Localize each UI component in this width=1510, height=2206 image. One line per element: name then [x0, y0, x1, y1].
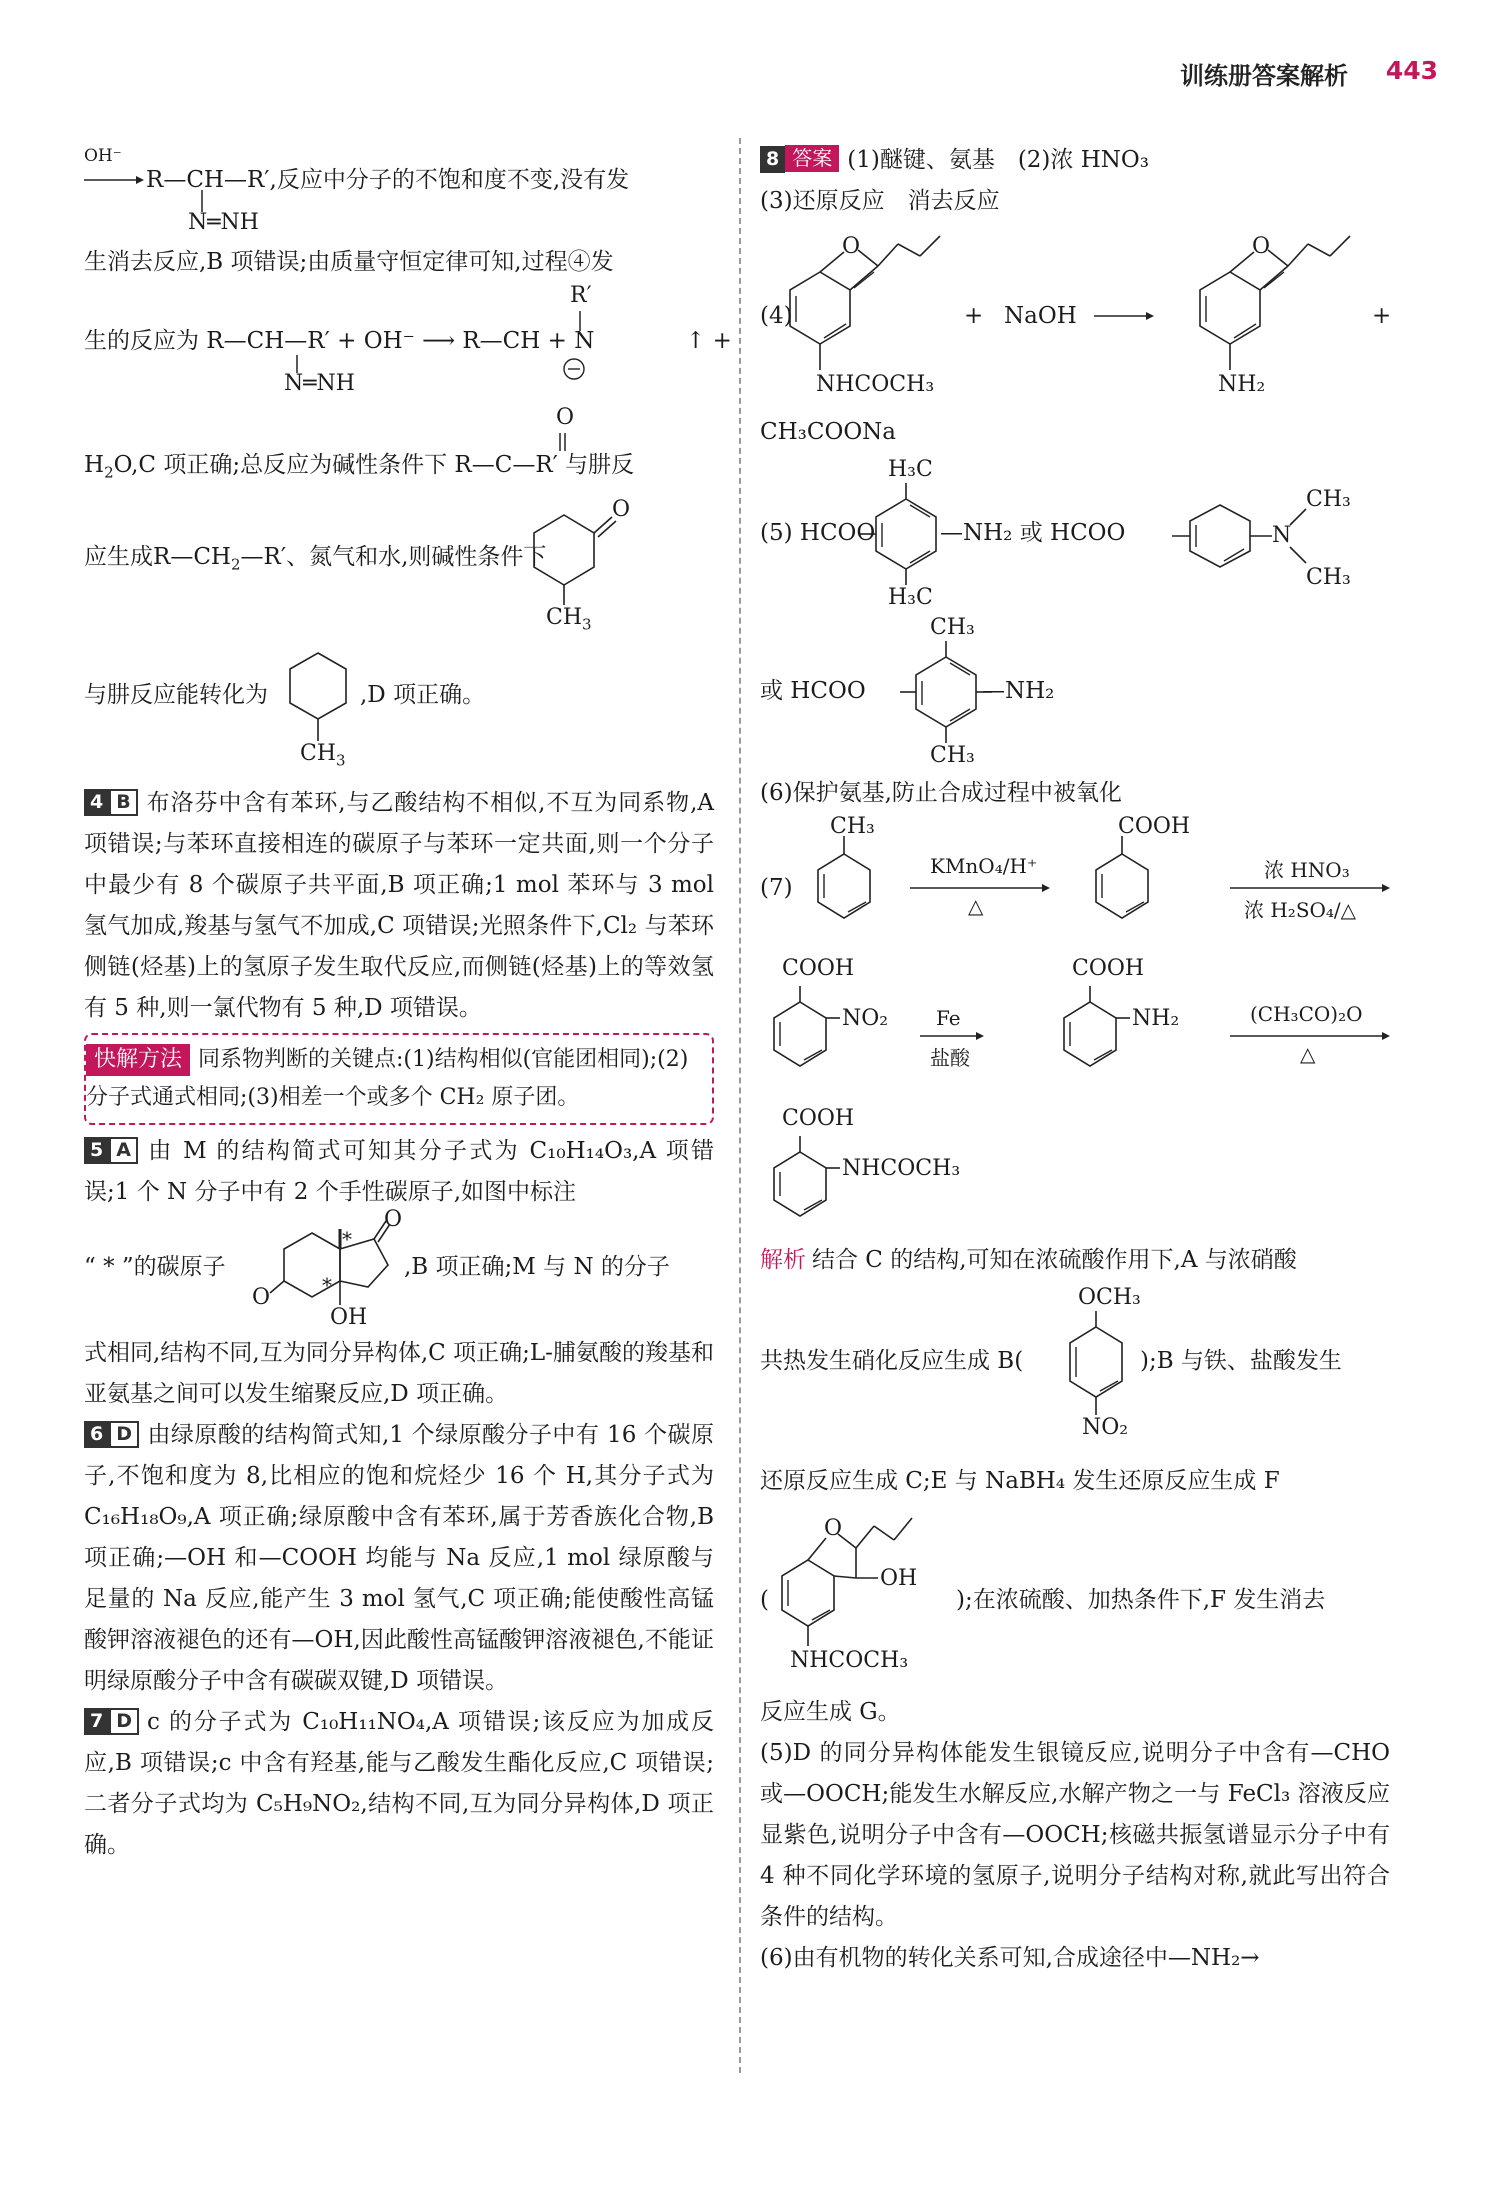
answer-4-label: (4) — [760, 303, 793, 329]
a5b-nh2: —NH₂ — [982, 678, 1055, 704]
question-5 — [84, 1131, 714, 1213]
q5-star-1: * — [342, 1227, 352, 1251]
a4-o-left: O — [842, 234, 861, 259]
analysis-label: 解析 — [760, 1247, 806, 1273]
answer-3: (3)还原反应 消去反应 — [760, 188, 1000, 214]
q5-text-2: “ * ”的碳原子 — [84, 1254, 226, 1280]
left-line-4 — [84, 405, 714, 497]
analysis-line-3: 还原反应生成 C;E 与 NaBH₄ 发生还原反应生成 F — [760, 1468, 1280, 1494]
q5-o-top: O — [384, 1207, 403, 1232]
a4-ch3coona: CH₃COONa — [760, 419, 897, 445]
question-6 — [84, 1415, 714, 1702]
answer-8-line-1 — [760, 138, 1390, 181]
a5b-label: 或 HCOO — [760, 678, 866, 704]
a4-plus-1: + — [964, 303, 984, 329]
answer-6: (6)保护氨基,防止合成过程中被氧化 — [760, 780, 1122, 806]
oh-label: OH⁻ — [84, 146, 122, 166]
ketone-o-label: O — [556, 405, 575, 430]
a5-label: (5) HCOO — [760, 520, 876, 546]
a7-cond-1-top: KMnO₄/H⁺ — [930, 854, 1038, 878]
analysis-4-o: O — [824, 1516, 843, 1541]
quick-solution-box — [84, 1033, 714, 1125]
nnh-label: N═NH — [188, 210, 259, 235]
left-line-6-a: 与肼反应能转化为 — [84, 682, 268, 708]
a5-or: —NH₂ 或 HCOO — [940, 520, 1126, 546]
a7-cooh-2: COOH — [782, 956, 855, 981]
a7-fe: Fe — [936, 1006, 961, 1030]
answer-1-2: (1)醚键、氨基 (2)浓 HNO₃ — [847, 147, 1149, 173]
a7-cond-1-bottom: △ — [968, 894, 984, 918]
a5-n: N — [1272, 523, 1292, 548]
cyclohexanone-ch3: $CH_3$ — [546, 605, 592, 634]
q7-tag: 7 D — [84, 1708, 139, 1735]
page-header — [0, 54, 1510, 94]
a7-cooh-1: COOH — [1118, 814, 1191, 839]
r-prime-label: R′ — [570, 283, 592, 308]
q5-text-3: ,B 项正确;M 与 N 的分子 — [404, 1254, 670, 1280]
a7-cond-3-bottom: △ — [1300, 1042, 1316, 1066]
analysis-4-nhcoch3: NHCOCH₃ — [790, 1648, 909, 1673]
a7-nhcoch3: NHCOCH₃ — [842, 1156, 961, 1181]
page-number: 443 — [1385, 56, 1438, 85]
q6-text: 由绿原酸的结构简式知,1 个绿原酸分子中有 16 个碳原子,不饱和度为 8,比相应的饱和烷烃少 16 个 H,其分子式为 C₁₆H₁₈O₉,A 项正确;绿原酸中含有苯环,属于芳香族化合物,B 项正确;—OH 和—COOH 均能与 Na 反应,1 mol 绿原酸与足量的 Na 反应,能产生 3 mol 氢气,C 项正确;能使酸性高锰酸钾溶液褪色的还有—OH,因此酸性高锰酸钾溶液褪色,不能证明绿原酸分子中含有碳碳双键,D 项错误。 — [84, 1422, 714, 1694]
q5-text-1: 由 M 的结构简式可知其分子式为 C₁₀H₁₄O₃,A 项错误;1 个 N 分子中有 2 个手性碳原子,如图中标注 — [84, 1138, 714, 1205]
right-column — [760, 138, 1390, 1979]
a4-nh2: NH₂ — [1218, 372, 1266, 397]
a7-nh2: NH₂ — [1132, 1006, 1180, 1031]
left-line-3-suffix: ↑ + — [686, 328, 732, 354]
analysis-2a: 共热发生硝化反应生成 B( — [760, 1348, 1024, 1374]
a5-h3c-bottom: H₃C — [888, 585, 933, 610]
analysis-line-2 — [760, 1281, 1390, 1451]
answer-7-row-3 — [760, 1104, 1390, 1234]
question-4 — [84, 783, 714, 1029]
analysis-line-1: 解析 结合 C 的结构,可知在浓硫酸作用下,A 与浓硝酸 — [760, 1247, 1297, 1273]
analysis-line-5: 反应生成 G。 — [760, 1699, 901, 1725]
left-line-5 — [84, 497, 714, 634]
column-divider — [739, 138, 741, 2073]
answer-5-structures — [760, 453, 1390, 613]
left-line-3 — [84, 283, 732, 396]
q8-tag: 8 答案 — [760, 138, 839, 179]
q6-tag: 6 D — [84, 1421, 139, 1448]
cyclohexane-ch3: $CH_3$ — [300, 741, 346, 770]
left-line-6 — [84, 645, 714, 775]
q4-text: 布洛芬中含有苯环,与乙酸结构不相似,不互为同系物,A 项错误;与苯环直接相连的碳原子与苯环一定共面,则一个分子中最少有 8 个碳原子共平面,B 项正确;1 mol 苯环与 3 mol 氢气加成,羧基与氢气不加成,C 项错误;光照条件下,Cl₂ 与苯环侧链(烃基)上的氢原子发生取代反应,而侧链(烃基)上的等效氢有 5 种,则一氯代物有 5 种,D 项错误。 — [84, 790, 714, 1021]
header-title: 训练册答案解析 — [1180, 62, 1348, 90]
a7-cond-3-top: (CH₃CO)₂O — [1250, 1002, 1363, 1026]
a5b-ch3-top: CH₃ — [930, 615, 975, 640]
q5-star-2: * — [322, 1273, 332, 1297]
nnh-label-2: N═NH — [284, 371, 355, 396]
analysis-4b: );在浓硫酸、加热条件下,F 发生消去 — [956, 1587, 1326, 1613]
left-line-2: 生消去反应,B 项错误;由质量守恒定律可知,过程④发 — [84, 249, 614, 275]
q5-oh: OH — [330, 1305, 368, 1330]
a4-naoh: NaOH — [1004, 303, 1077, 329]
left-line-3-text: 生的反应为 R—CH—R′ + OH⁻ ⟶ R—CH + N — [84, 328, 595, 354]
q5-text-4: 式相同,结构不同,互为同分异构体,C 项正确;L-脯氨酸的羧基和亚氨基之间可以发生缩聚反应,D 项正确。 — [84, 1340, 714, 1407]
a7-cond-2-bottom: 浓 H₂SO₄/△ — [1244, 898, 1357, 922]
a7-ch3: CH₃ — [830, 814, 875, 839]
answer-7-row-2 — [760, 954, 1390, 1104]
left-line-6-b: ,D 项正确。 — [360, 682, 486, 708]
q4-tag: 4 B — [84, 789, 138, 816]
left-line-1-text: R—CH—R′,反应中分子的不饱和度不变,没有发 — [146, 167, 630, 193]
a5-ch3-top: CH₃ — [1306, 487, 1351, 512]
a7-cooh-4: COOH — [782, 1106, 855, 1131]
answer-7-row-1 — [760, 814, 1390, 954]
analysis-4a: ( — [760, 1587, 769, 1613]
analysis-4-oh: OH — [880, 1566, 918, 1591]
left-line-4-text: $H_2O,C$ 项正确;总反应为碱性条件下 R—C—R′ 与肼反 — [84, 452, 635, 482]
a7-label: (7) — [760, 875, 793, 901]
a7-hcl: 盐酸 — [930, 1046, 970, 1070]
left-line-1 — [84, 146, 714, 242]
left-line-5-text: 应生成$R—CH_2—R'$、氮气和水,则碱性条件下 — [84, 544, 547, 574]
answer-5b-structure — [760, 613, 1390, 773]
analysis-line-4 — [760, 1502, 1390, 1682]
a7-cond-2-top: 浓 HNO₃ — [1264, 858, 1350, 882]
quick-solution-text: 同系物判断的关键点:(1)结构相似(官能团相同);(2)分子式通式相同;(3)相差一个或多个 CH₂ 原子团。 — [86, 1047, 689, 1110]
left-column — [84, 146, 732, 1866]
a5-ch3-bottom: CH₃ — [1306, 565, 1351, 590]
a4-nhcoch3: NHCOCH₃ — [816, 372, 935, 397]
q5-tag: 5 A — [84, 1137, 138, 1164]
q5-o-left: O — [252, 1285, 271, 1310]
analysis-2b: );B 与铁、盐酸发生 — [1140, 1348, 1342, 1374]
carbanion-structure — [84, 283, 714, 395]
a4-o-right: O — [1252, 234, 1271, 259]
question-7 — [84, 1702, 714, 1866]
a7-no2: NO₂ — [842, 1006, 889, 1031]
analysis-och3: OCH₃ — [1078, 1285, 1141, 1310]
a7-cooh-3: COOH — [1072, 956, 1145, 981]
a5b-ch3-bottom: CH₃ — [930, 743, 975, 768]
analysis-no2: NO₂ — [1082, 1415, 1129, 1440]
q5-structure-line — [84, 1207, 714, 1333]
answer-4-reaction — [760, 222, 1390, 412]
analysis-part-6: (6)由有机物的转化关系可知,合成途径中—NH₂→ — [760, 1945, 1260, 1971]
analysis-part-5: (5)D 的同分异构体能发生银镜反应,说明分子中含有—CHO 或—OOCH;能发生水解反应,水解产物之一与 FeCl₃ 溶液反应显紫色,说明分子中含有—OOCH;核磁共振氢谱显示分子中有 4 种不同化学环境的氢原子,说明分子结构对称,就此写出符合条件的结构。 — [760, 1740, 1390, 1930]
cyclohexanone-o: O — [612, 497, 631, 522]
a4-plus-2: + — [1372, 303, 1392, 329]
q7-text: c 的分子式为 C₁₀H₁₁NO₄,A 项错误;该反应为加成反应,B 项错误;c 中含有羟基,能与乙酸发生酯化反应,C 项错误;二者分子式均为 C₅H₉NO₂,结构不同,互为同分异构体,D 项正确。 — [84, 1709, 714, 1858]
a5-h3c-top: H₃C — [888, 457, 933, 482]
quick-solution-label: 快解方法 — [86, 1044, 190, 1076]
